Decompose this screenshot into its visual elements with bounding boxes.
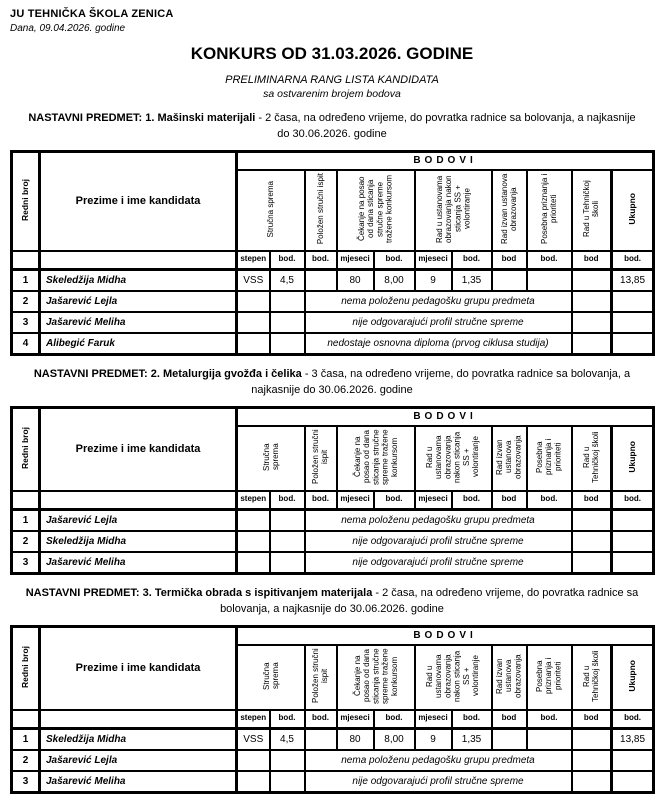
sub-header-cell: bod.	[452, 251, 492, 270]
sub-header-cell: bod	[572, 491, 612, 510]
section-1-heading-subject: NASTAVNI PREDMET: 1. Mašinski materijali	[28, 112, 256, 124]
row-number: 1	[12, 728, 40, 750]
empty-cell	[612, 750, 654, 771]
score-cell: 80	[337, 728, 374, 750]
score-cell: 80	[337, 269, 374, 291]
rang-lista-table	[10, 150, 655, 356]
sub-header-cell: mjeseci	[337, 710, 374, 729]
sub-header-cell: bod.	[305, 710, 337, 729]
org-name: JU TEHNIČKA ŠKOLA ZENICA	[10, 8, 174, 20]
empty-cell	[612, 552, 654, 574]
candidate-name: Jašarević Meliha	[40, 552, 237, 574]
sub-header-cell: bod	[572, 251, 612, 270]
empty-cell	[237, 771, 270, 793]
score-cell	[527, 269, 572, 291]
score-cell: 4,5	[270, 269, 305, 291]
row-number: 2	[12, 750, 40, 771]
empty-cell	[237, 750, 270, 771]
candidate-name: Alibegić Faruk	[40, 333, 237, 355]
ranking-table-3	[10, 625, 654, 794]
sub-header-cell: bod.	[270, 491, 305, 510]
score-cell	[527, 728, 572, 750]
col-header-7: Ukupno	[612, 426, 654, 491]
sub-header-cell: bod.	[527, 251, 572, 270]
sub-header-cell: bod	[492, 491, 527, 510]
empty-cell	[572, 291, 612, 312]
sub-header-cell: bod.	[527, 491, 572, 510]
sub-header-cell: mjeseci	[415, 491, 452, 510]
section-3-heading	[16, 586, 648, 618]
empty-cell	[612, 531, 654, 552]
sub-header-cell: bod.	[305, 251, 337, 270]
col-header-prezime: Prezime i ime kandidata	[40, 407, 237, 491]
col-header-4: Rad izvan ustanova obrazovanja	[492, 426, 527, 491]
score-cell	[492, 269, 527, 291]
section-2-heading	[16, 367, 648, 399]
empty-cell	[270, 333, 305, 355]
rang-lista-table	[10, 406, 655, 575]
col-header-0: Stručna sprema	[237, 426, 305, 491]
empty-cell	[572, 312, 612, 333]
empty-cell	[572, 771, 612, 793]
col-header-6: Rad u Tehničkoj školi	[572, 426, 612, 491]
empty-cell	[572, 531, 612, 552]
sub-header-cell: bod	[492, 710, 527, 729]
sub-header-cell: bod	[572, 710, 612, 729]
score-cell	[305, 728, 337, 750]
reason-cell: nema položenu pedagošku grupu predmeta	[305, 509, 572, 531]
empty-cell	[612, 771, 654, 793]
candidate-name: Jašarević Meliha	[40, 312, 237, 333]
sub-header-cell: bod.	[374, 491, 415, 510]
total-cell: 13,85	[612, 269, 654, 291]
score-cell: VSS	[237, 728, 270, 750]
col-header-bodovi: BODOVI	[237, 151, 654, 170]
score-cell: 1,35	[452, 269, 492, 291]
empty-cell	[40, 710, 237, 729]
col-header-4: Rad izvan ustanova obrazovanja	[492, 170, 527, 251]
section-2-heading-subject: NASTAVNI PREDMET: 2. Metalurgija gvožđa i čelika	[33, 367, 302, 380]
empty-cell	[237, 312, 270, 333]
reason-cell: nije odgovarajući profil stručne spreme	[305, 552, 572, 574]
col-header-6: Rad u Tehničkoj školi	[572, 170, 612, 251]
reason-cell: nedostaje osnovna diploma (prvog ciklusa studija)	[305, 333, 572, 355]
col-header-3: Rad u ustanovama obrazovanja nakon sticanja SS + volontiranje	[415, 645, 492, 710]
empty-cell	[572, 509, 612, 531]
col-header-bodovi: BODOVI	[237, 626, 654, 645]
row-number: 2	[12, 531, 40, 552]
section-2-heading-details: - 3 časa, na određeno vrijeme, do povratka radnice sa bolovanja, a najkasnije do 30.06.2026. godine	[251, 367, 631, 396]
score-cell	[572, 269, 612, 291]
score-cell: VSS	[237, 269, 270, 291]
empty-cell	[270, 552, 305, 574]
empty-cell	[572, 552, 612, 574]
sub-header-cell: bod.	[270, 710, 305, 729]
col-header-3: Rad u ustanovama obrazovanja nakon sticanja SS + volontiranje	[415, 426, 492, 491]
empty-cell	[40, 491, 237, 510]
candidate-name: Skeledžija Midha	[40, 531, 237, 552]
empty-cell	[612, 291, 654, 312]
empty-cell	[270, 509, 305, 531]
score-cell	[492, 728, 527, 750]
sub-header-cell: bod.	[452, 491, 492, 510]
subtitle-line2: sa ostvarenim brojem bodova	[263, 88, 401, 100]
score-cell	[572, 728, 612, 750]
score-cell: 8,00	[374, 728, 415, 750]
row-number: 1	[12, 509, 40, 531]
col-header-0: Stručna sprema	[237, 170, 305, 251]
row-number: 1	[12, 269, 40, 291]
empty-cell	[270, 750, 305, 771]
empty-cell	[270, 531, 305, 552]
col-header-redni-broj: Redni broj	[12, 407, 40, 491]
empty-cell	[612, 312, 654, 333]
col-header-2: Čekanje na posao od dana sticanja stručne spreme tražene konkursom	[337, 426, 415, 491]
empty-cell	[572, 750, 612, 771]
col-header-7: Ukupno	[612, 645, 654, 710]
sub-header-cell: bod.	[452, 710, 492, 729]
col-header-2: Čekanje na posao od dana sticanja stručne spreme tražene konkursom	[337, 170, 415, 251]
total-cell: 13,85	[612, 728, 654, 750]
row-number: 4	[12, 333, 40, 355]
col-header-1: Položen stručni ispit	[305, 645, 337, 710]
rang-lista-table	[10, 625, 655, 794]
col-header-7: Ukupno	[612, 170, 654, 251]
empty-cell	[12, 251, 40, 270]
col-header-1: Položen stručni ispit	[305, 426, 337, 491]
sub-header-cell: stepen	[237, 710, 270, 729]
sub-header-cell: bod	[492, 251, 527, 270]
sub-header-cell: bod.	[270, 251, 305, 270]
sub-header-cell: mjeseci	[337, 491, 374, 510]
sub-header-cell: bod.	[527, 710, 572, 729]
sub-header-cell: mjeseci	[337, 251, 374, 270]
empty-cell	[12, 710, 40, 729]
section-1-heading-details: - 2 časa, na određeno vrijeme, do povratka radnice sa bolovanja, a najkasnije do 30.06.2026. godine	[255, 112, 636, 140]
col-header-5: Posebna priznanja i prioriteti	[527, 170, 572, 251]
candidate-name: Jašarević Lejla	[40, 509, 237, 531]
section-3	[10, 586, 654, 794]
candidate-name: Jašarević Meliha	[40, 771, 237, 793]
empty-cell	[237, 509, 270, 531]
col-header-bodovi: BODOVI	[237, 407, 654, 426]
col-header-2: Čekanje na posao od dana sticanja stručne spreme tražene konkursom	[337, 645, 415, 710]
section-3-heading-details: - 2 časa, na određeno vrijeme, do povratka radnice sa bolovanja, a najkasnije do 30.06.2026. godine	[220, 586, 639, 615]
sub-header-cell: mjeseci	[415, 710, 452, 729]
sub-header-cell: bod.	[612, 251, 654, 270]
sub-header-cell: bod.	[374, 251, 415, 270]
section-2	[10, 367, 654, 575]
score-cell: 4,5	[270, 728, 305, 750]
reason-cell: nije odgovarajući profil stručne spreme	[305, 531, 572, 552]
sub-header-cell: bod.	[374, 710, 415, 729]
sub-header-cell: stepen	[237, 491, 270, 510]
reason-cell: nema položenu pedagošku grupu predmeta	[305, 750, 572, 771]
candidate-name: Jašarević Lejla	[40, 291, 237, 312]
row-number: 3	[12, 771, 40, 793]
reason-cell: nema položenu pedagošku grupu predmeta	[305, 291, 572, 312]
sub-header-cell: bod.	[305, 491, 337, 510]
reason-cell: nije odgovarajući profil stručne spreme	[305, 771, 572, 793]
empty-cell	[12, 491, 40, 510]
date-line: Dana, 09.04.2026. godine	[10, 23, 126, 34]
empty-cell	[237, 531, 270, 552]
empty-cell	[270, 291, 305, 312]
page-title: KONKURS OD 31.03.2026. GODINE	[190, 44, 474, 63]
section-1-heading	[16, 111, 648, 143]
sub-header-cell: bod.	[612, 710, 654, 729]
col-header-4: Rad izvan ustanova obrazovanja	[492, 645, 527, 710]
sub-header-cell: bod.	[612, 491, 654, 510]
section-3-heading-subject: NASTAVNI PREDMET: 3. Termička obrada s ispitivanjem materijala	[25, 586, 373, 599]
col-header-5: Posebna priznanja i prioriteti	[527, 645, 572, 710]
reason-cell: nije odgovarajući profil stručne spreme	[305, 312, 572, 333]
col-header-1: Položen stručni ispit	[305, 170, 337, 251]
col-header-redni-broj: Redni broj	[12, 151, 40, 251]
col-header-5: Posebna priznanja i prioriteti	[527, 426, 572, 491]
empty-cell	[237, 333, 270, 355]
candidate-name: Skeledžija Midha	[40, 269, 237, 291]
row-number: 3	[12, 312, 40, 333]
candidate-name: Skeledžija Midha	[40, 728, 237, 750]
section-1	[10, 111, 654, 356]
col-header-0: Stručna sprema	[237, 645, 305, 710]
ranking-table-1	[10, 150, 654, 356]
col-header-6: Rad u Tehničkoj školi	[572, 645, 612, 710]
sub-header-cell: mjeseci	[415, 251, 452, 270]
row-number: 2	[12, 291, 40, 312]
sub-header-cell: stepen	[237, 251, 270, 270]
candidate-name: Jašarević Lejla	[40, 750, 237, 771]
empty-cell	[237, 291, 270, 312]
empty-cell	[270, 312, 305, 333]
col-header-prezime: Prezime i ime kandidata	[40, 626, 237, 710]
subtitle-line1: PRELIMINARNA RANG LISTA KANDIDATA	[225, 74, 439, 86]
ranking-table-2	[10, 406, 654, 575]
empty-cell	[237, 552, 270, 574]
score-cell: 1,35	[452, 728, 492, 750]
col-header-3: Rad u ustanovama obrazovanja nakon sticanja SS + volontiranje	[415, 170, 492, 251]
score-cell: 9	[415, 269, 452, 291]
score-cell: 9	[415, 728, 452, 750]
empty-cell	[572, 333, 612, 355]
score-cell	[305, 269, 337, 291]
col-header-redni-broj: Redni broj	[12, 626, 40, 710]
empty-cell	[612, 509, 654, 531]
empty-cell	[612, 333, 654, 355]
empty-cell	[40, 251, 237, 270]
score-cell: 8,00	[374, 269, 415, 291]
col-header-prezime: Prezime i ime kandidata	[40, 151, 237, 251]
row-number: 3	[12, 552, 40, 574]
empty-cell	[270, 771, 305, 793]
